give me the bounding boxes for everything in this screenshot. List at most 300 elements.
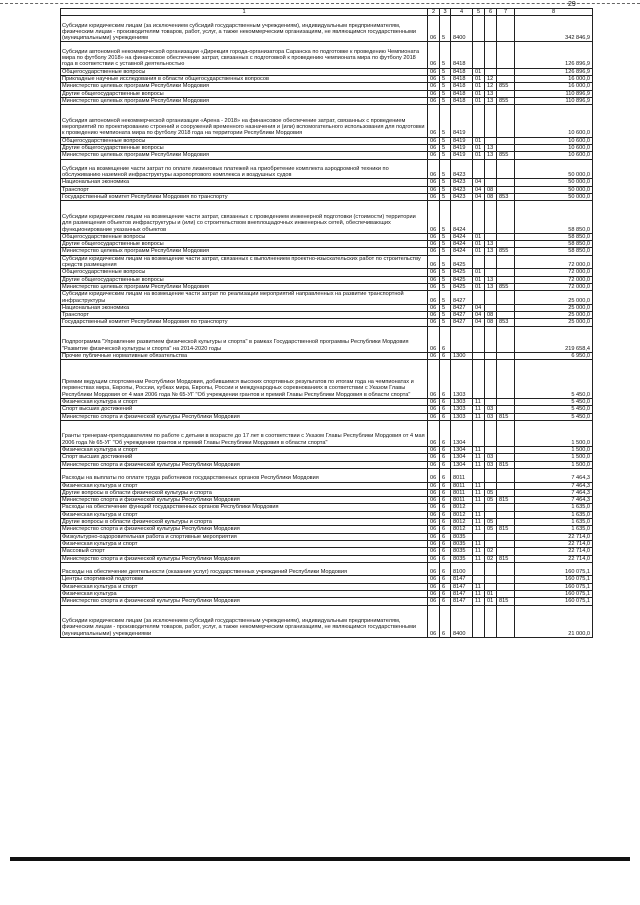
row-target: 1303	[451, 406, 473, 413]
row-target: 8423	[451, 179, 473, 186]
row-amount: 25 000,0	[515, 312, 593, 319]
header-cell-6: 6	[485, 9, 497, 16]
table-row	[61, 159, 593, 179]
row-subsection: 5	[440, 194, 451, 201]
row-subpart	[485, 504, 497, 511]
row-amount: 126 896,9	[515, 42, 593, 68]
table-row	[61, 360, 593, 399]
row-subsection: 6	[440, 576, 451, 583]
row-subpart	[485, 137, 497, 144]
row-name: Министерство спорта и физической культуры Республики Мордовия	[61, 555, 428, 562]
row-ministry: 815	[497, 461, 515, 468]
table-row	[61, 447, 593, 454]
row-subsection: 6	[440, 454, 451, 461]
table-row	[61, 598, 593, 605]
row-subpart: 12	[485, 83, 497, 90]
row-subpart	[485, 269, 497, 276]
row-amount: 58 850,0	[515, 241, 593, 248]
row-subsection: 6	[440, 352, 451, 359]
row-section: 06	[428, 461, 440, 468]
row-section: 06	[428, 454, 440, 461]
row-target: 8425	[451, 255, 473, 269]
row-subpart: 13	[485, 97, 497, 104]
row-subpart: 02	[485, 548, 497, 555]
row-subpart	[485, 179, 497, 186]
row-target: 8424	[451, 241, 473, 248]
row-name: Физическая культура и спорт	[61, 482, 428, 489]
row-section: 06	[428, 605, 440, 638]
row-subsection: 5	[440, 276, 451, 283]
table-row	[61, 269, 593, 276]
row-amount: 58 850,0	[515, 233, 593, 240]
row-subsection: 5	[440, 283, 451, 290]
row-section: 06	[428, 497, 440, 504]
row-section: 06	[428, 489, 440, 496]
row-section: 06	[428, 540, 440, 547]
budget-table	[60, 8, 593, 638]
row-target: 8418	[451, 97, 473, 104]
row-ministry	[497, 398, 515, 405]
row-name: Физическая культура и спорт	[61, 398, 428, 405]
row-name: Государственный комитет Республики Мордовия по транспорту	[61, 194, 428, 201]
row-ministry	[497, 562, 515, 576]
row-section: 06	[428, 241, 440, 248]
row-part	[473, 201, 485, 234]
table-row	[61, 68, 593, 75]
row-target: 1304	[451, 420, 473, 446]
table-row	[61, 413, 593, 420]
table-row	[61, 576, 593, 583]
row-part	[473, 16, 485, 42]
table-row	[61, 454, 593, 461]
row-ministry	[497, 583, 515, 590]
row-ministry	[497, 468, 515, 482]
row-amount: 1 635,0	[515, 511, 593, 518]
row-section: 06	[428, 398, 440, 405]
row-target: 8418	[451, 90, 473, 97]
row-part: 11	[473, 497, 485, 504]
row-amount: 22 714,0	[515, 555, 593, 562]
row-ministry	[497, 548, 515, 555]
row-subpart: 13	[485, 152, 497, 159]
row-part: 01	[473, 269, 485, 276]
row-part: 11	[473, 555, 485, 562]
row-amount: 22 714,0	[515, 533, 593, 540]
row-name: Министерство спорта и физической культуры Республики Мордовия	[61, 598, 428, 605]
row-subpart	[485, 352, 497, 359]
row-subpart	[485, 511, 497, 518]
table-row	[61, 16, 593, 42]
row-ministry	[497, 533, 515, 540]
row-name: Государственный комитет Республики Мордовия по транспорту	[61, 319, 428, 326]
row-ministry: 815	[497, 497, 515, 504]
table-row	[61, 283, 593, 290]
row-name: Общегосударственные вопросы	[61, 233, 428, 240]
row-target: 8011	[451, 489, 473, 496]
row-part: 04	[473, 179, 485, 186]
row-ministry	[497, 137, 515, 144]
row-part: 01	[473, 241, 485, 248]
row-section: 06	[428, 194, 440, 201]
table-row	[61, 406, 593, 413]
row-ministry	[497, 540, 515, 547]
row-section: 06	[428, 352, 440, 359]
row-section: 06	[428, 511, 440, 518]
table-row	[61, 533, 593, 540]
row-part: 01	[473, 75, 485, 82]
row-ministry	[497, 144, 515, 151]
row-subsection: 6	[440, 519, 451, 526]
row-subpart	[485, 398, 497, 405]
row-subpart: 13	[485, 241, 497, 248]
table-row	[61, 482, 593, 489]
row-part: 01	[473, 97, 485, 104]
row-section: 06	[428, 90, 440, 97]
row-name: Министерство целевых программ Республики Мордовия	[61, 83, 428, 90]
row-ministry: 855	[497, 248, 515, 255]
row-section: 06	[428, 583, 440, 590]
row-ministry	[497, 269, 515, 276]
row-section: 06	[428, 42, 440, 68]
row-target: 8418	[451, 42, 473, 68]
header-cell-2: 2	[428, 9, 440, 16]
table-row	[61, 562, 593, 576]
row-section: 06	[428, 406, 440, 413]
row-section: 06	[428, 291, 440, 305]
table-row	[61, 526, 593, 533]
row-section: 06	[428, 360, 440, 399]
row-target: 8035	[451, 555, 473, 562]
row-name: Другие общегосударственные вопросы	[61, 90, 428, 97]
row-ministry: 815	[497, 413, 515, 420]
row-ministry	[497, 201, 515, 234]
row-amount: 1 635,0	[515, 526, 593, 533]
table-row	[61, 201, 593, 234]
row-subsection: 6	[440, 540, 451, 547]
row-name: Министерство спорта и физической культуры Республики Мордовия	[61, 461, 428, 468]
row-target: 8425	[451, 269, 473, 276]
row-amount: 6 950,0	[515, 352, 593, 359]
row-subsection: 6	[440, 605, 451, 638]
row-name: Субсидии юридическим лицам на возмещение части затрат, связанных с проведением инженерной подготовки (стоимости) территории для размещения объектов инфраструктуры и (или) со строительством внеплощадочных инженерных сетей, обеспечивающих функционирование указанных объектов	[61, 201, 428, 234]
row-name: Гранты тренерам-преподавателям по работе с детьми в возрасте до 17 лет в соответствии с Указом Главы Республики Мордовия от 4 мая 2006 года № 65-УГ "Об учреждении грантов и премий Главы Республики Мордовия в области спорта"	[61, 420, 428, 446]
row-part: 11	[473, 447, 485, 454]
row-subpart	[485, 255, 497, 269]
row-target: 1303	[451, 413, 473, 420]
row-subpart	[485, 68, 497, 75]
row-section: 06	[428, 16, 440, 42]
row-part	[473, 504, 485, 511]
row-ministry	[497, 304, 515, 311]
row-target: 8035	[451, 548, 473, 555]
table-row	[61, 352, 593, 359]
row-subpart: 08	[485, 319, 497, 326]
row-name: Субсидия автономной некоммерческой организации «Арена - 2018» на финансовое обеспечение затрат, связанных с проведением мероприятий по проектированию строений и сооружений временного назначения и (или) вспомогательного использования для подготовки к проведению чемпионата мира по футболу 2018 года на территории Республики Мордовия	[61, 105, 428, 138]
row-part	[473, 468, 485, 482]
row-part: 01	[473, 90, 485, 97]
row-section: 06	[428, 269, 440, 276]
row-subpart	[485, 16, 497, 42]
table-row	[61, 179, 593, 186]
row-section: 06	[428, 326, 440, 352]
header-cell-8: 8	[515, 9, 593, 16]
row-part: 01	[473, 83, 485, 90]
row-subpart	[485, 468, 497, 482]
row-target: 1300	[451, 352, 473, 359]
row-subsection: 6	[440, 482, 451, 489]
row-ministry	[497, 241, 515, 248]
table-row	[61, 304, 593, 311]
row-name: Субсидии автономной некоммерческой организации «Дирекция города-организатора Саранска по подготовке к проведению Чемпионата мира по футболу 2018» на финансовое обеспечение затрат, связанных с подготовкой к проведению чемпионата мира по футболу 2018 года в соответствии с уставной деятельностью	[61, 42, 428, 68]
table-row	[61, 233, 593, 240]
row-subsection: 5	[440, 152, 451, 159]
row-amount: 50 000,0	[515, 186, 593, 193]
row-section: 06	[428, 590, 440, 597]
table-row	[61, 152, 593, 159]
row-target: 1304	[451, 454, 473, 461]
row-subsection: 5	[440, 255, 451, 269]
row-subsection: 6	[440, 413, 451, 420]
row-target: 8418	[451, 75, 473, 82]
row-subsection: 5	[440, 144, 451, 151]
row-subsection: 5	[440, 233, 451, 240]
row-part	[473, 533, 485, 540]
row-amount: 160 075,1	[515, 576, 593, 583]
table-row	[61, 144, 593, 151]
table-row	[61, 248, 593, 255]
row-amount: 72 000,0	[515, 269, 593, 276]
row-part: 04	[473, 194, 485, 201]
row-subsection: 5	[440, 304, 451, 311]
row-part: 11	[473, 482, 485, 489]
row-subpart: 12	[485, 75, 497, 82]
row-section: 06	[428, 68, 440, 75]
row-subpart: 03	[485, 461, 497, 468]
row-target: 8427	[451, 319, 473, 326]
row-subsection: 6	[440, 511, 451, 518]
row-subsection: 6	[440, 562, 451, 576]
row-part: 11	[473, 511, 485, 518]
row-target: 8424	[451, 201, 473, 234]
table-row	[61, 194, 593, 201]
row-subsection: 5	[440, 68, 451, 75]
row-subpart: 08	[485, 186, 497, 193]
row-part: 04	[473, 186, 485, 193]
row-subsection: 5	[440, 179, 451, 186]
row-amount: 72 000,0	[515, 283, 593, 290]
row-name: Физическая культура и спорт	[61, 511, 428, 518]
row-section: 06	[428, 533, 440, 540]
row-name: Другие общегосударственные вопросы	[61, 144, 428, 151]
row-name: Другие вопросы в области физической культуры и спорта	[61, 519, 428, 526]
row-ministry	[497, 179, 515, 186]
row-amount: 1 500,0	[515, 447, 593, 454]
table-row	[61, 42, 593, 68]
row-subpart	[485, 576, 497, 583]
row-target: 1303	[451, 360, 473, 399]
row-target: 1303	[451, 398, 473, 405]
table-row	[61, 276, 593, 283]
row-subsection: 6	[440, 468, 451, 482]
row-target: 8424	[451, 248, 473, 255]
row-subsection: 6	[440, 590, 451, 597]
row-subsection: 5	[440, 42, 451, 68]
table-row	[61, 489, 593, 496]
table-row	[61, 398, 593, 405]
row-part: 01	[473, 144, 485, 151]
row-subpart	[485, 562, 497, 576]
row-subpart: 02	[485, 555, 497, 562]
table-row	[61, 583, 593, 590]
row-subsection: 6	[440, 489, 451, 496]
row-ministry	[497, 42, 515, 68]
row-subsection: 5	[440, 201, 451, 234]
row-ministry	[497, 159, 515, 179]
row-part	[473, 352, 485, 359]
row-subsection: 6	[440, 497, 451, 504]
row-target: 8427	[451, 304, 473, 311]
row-amount: 10 600,0	[515, 105, 593, 138]
row-subpart	[485, 360, 497, 399]
table-row	[61, 326, 593, 352]
row-target: 8012	[451, 519, 473, 526]
row-part	[473, 326, 485, 352]
table-row	[61, 255, 593, 269]
row-target: 8147	[451, 590, 473, 597]
row-amount: 25 000,0	[515, 319, 593, 326]
row-subsection: 5	[440, 75, 451, 82]
row-name: Другие вопросы в области физической культуры и спорта	[61, 489, 428, 496]
row-subsection: 5	[440, 159, 451, 179]
row-name: Министерство целевых программ Республики Мордовия	[61, 248, 428, 255]
row-part: 04	[473, 304, 485, 311]
row-target: 8418	[451, 83, 473, 90]
row-target: 8419	[451, 137, 473, 144]
row-amount: 22 714,0	[515, 540, 593, 547]
row-subpart: 13	[485, 276, 497, 283]
row-part: 11	[473, 548, 485, 555]
row-name: Расходы на обеспечение функций государственных органов Республики Мордовия	[61, 504, 428, 511]
row-amount: 72 000,0	[515, 276, 593, 283]
row-name: Другие общегосударственные вопросы	[61, 276, 428, 283]
row-ministry	[497, 233, 515, 240]
row-target: 8400	[451, 605, 473, 638]
row-part	[473, 360, 485, 399]
row-section: 06	[428, 105, 440, 138]
row-subpart	[485, 326, 497, 352]
row-name: Расходы на выплаты по оплате труда работников государственных органов Республики Мордовия	[61, 468, 428, 482]
row-target: 8423	[451, 186, 473, 193]
row-subsection: 5	[440, 241, 451, 248]
row-section: 06	[428, 137, 440, 144]
row-subpart	[485, 159, 497, 179]
table-row	[61, 312, 593, 319]
row-subsection: 5	[440, 291, 451, 305]
row-section: 06	[428, 519, 440, 526]
bottom-bar	[10, 857, 630, 861]
row-ministry	[497, 576, 515, 583]
row-section: 06	[428, 576, 440, 583]
row-subsection: 6	[440, 598, 451, 605]
row-amount: 160 075,1	[515, 590, 593, 597]
row-ministry	[497, 590, 515, 597]
row-subsection: 5	[440, 312, 451, 319]
row-name: Физическая культура и спорт	[61, 540, 428, 547]
table-row	[61, 504, 593, 511]
row-amount: 58 850,0	[515, 248, 593, 255]
row-ministry	[497, 186, 515, 193]
row-ministry: 815	[497, 598, 515, 605]
row-name: Прочие публичные нормативные обязательства	[61, 352, 428, 359]
row-target: 8035	[451, 533, 473, 540]
table-row	[61, 186, 593, 193]
row-target: 8100	[451, 562, 473, 576]
row-ministry	[497, 16, 515, 42]
row-subpart	[485, 533, 497, 540]
row-name: Прикладные научные исследования в области общегосударственных вопросов	[61, 75, 428, 82]
row-subpart	[485, 304, 497, 311]
row-subpart: 03	[485, 413, 497, 420]
row-section: 06	[428, 144, 440, 151]
row-amount: 1 500,0	[515, 454, 593, 461]
table-row	[61, 511, 593, 518]
row-subpart: 05	[485, 526, 497, 533]
table-row	[61, 590, 593, 597]
row-name: Министерство спорта и физической культуры Республики Мордовия	[61, 497, 428, 504]
table-row	[61, 548, 593, 555]
row-name: Общегосударственные вопросы	[61, 269, 428, 276]
row-section: 06	[428, 201, 440, 234]
row-target: 8012	[451, 526, 473, 533]
row-amount: 50 000,0	[515, 194, 593, 201]
row-name: Субсидии юридическим лицам (за исключением субсидий государственным учреждениям), индивидуальным предпринимателям, физическим лицам - производителям товаров, работ, услуг, а также некоммерческим организациям, не являющимся государственными (муниципальными) учреждениям	[61, 16, 428, 42]
row-ministry	[497, 482, 515, 489]
row-ministry	[497, 326, 515, 352]
row-part: 01	[473, 137, 485, 144]
row-part: 11	[473, 540, 485, 547]
row-name: Спорт высших достижений	[61, 454, 428, 461]
row-section: 06	[428, 598, 440, 605]
row-part: 11	[473, 489, 485, 496]
row-subsection: 6	[440, 420, 451, 446]
row-target: 8427	[451, 291, 473, 305]
row-ministry	[497, 276, 515, 283]
row-subpart	[485, 42, 497, 68]
row-ministry	[497, 291, 515, 305]
row-target: 1304	[451, 447, 473, 454]
row-ministry	[497, 605, 515, 638]
row-section: 06	[428, 248, 440, 255]
row-section: 06	[428, 233, 440, 240]
row-part: 11	[473, 519, 485, 526]
row-amount: 1 635,0	[515, 504, 593, 511]
row-subsection: 6	[440, 533, 451, 540]
row-amount: 16 000,0	[515, 75, 593, 82]
page-number: 29	[568, 1, 576, 8]
row-amount: 22 714,0	[515, 548, 593, 555]
row-name: Субсидия на возмещение части затрат по оплате лизинговых платежей на приобретение комплекта аэродромной техники по обслуживанию наземной инфраструктуры аэропортового комплекса и воздушных судов	[61, 159, 428, 179]
row-subsection: 5	[440, 186, 451, 193]
row-name: Физическая культура и спорт	[61, 583, 428, 590]
row-section: 06	[428, 468, 440, 482]
row-part: 01	[473, 248, 485, 255]
row-name: Физическая культура и спорт	[61, 447, 428, 454]
row-part	[473, 576, 485, 583]
row-part	[473, 605, 485, 638]
table-row	[61, 461, 593, 468]
row-name: Общегосударственные вопросы	[61, 68, 428, 75]
row-amount: 1 500,0	[515, 420, 593, 446]
